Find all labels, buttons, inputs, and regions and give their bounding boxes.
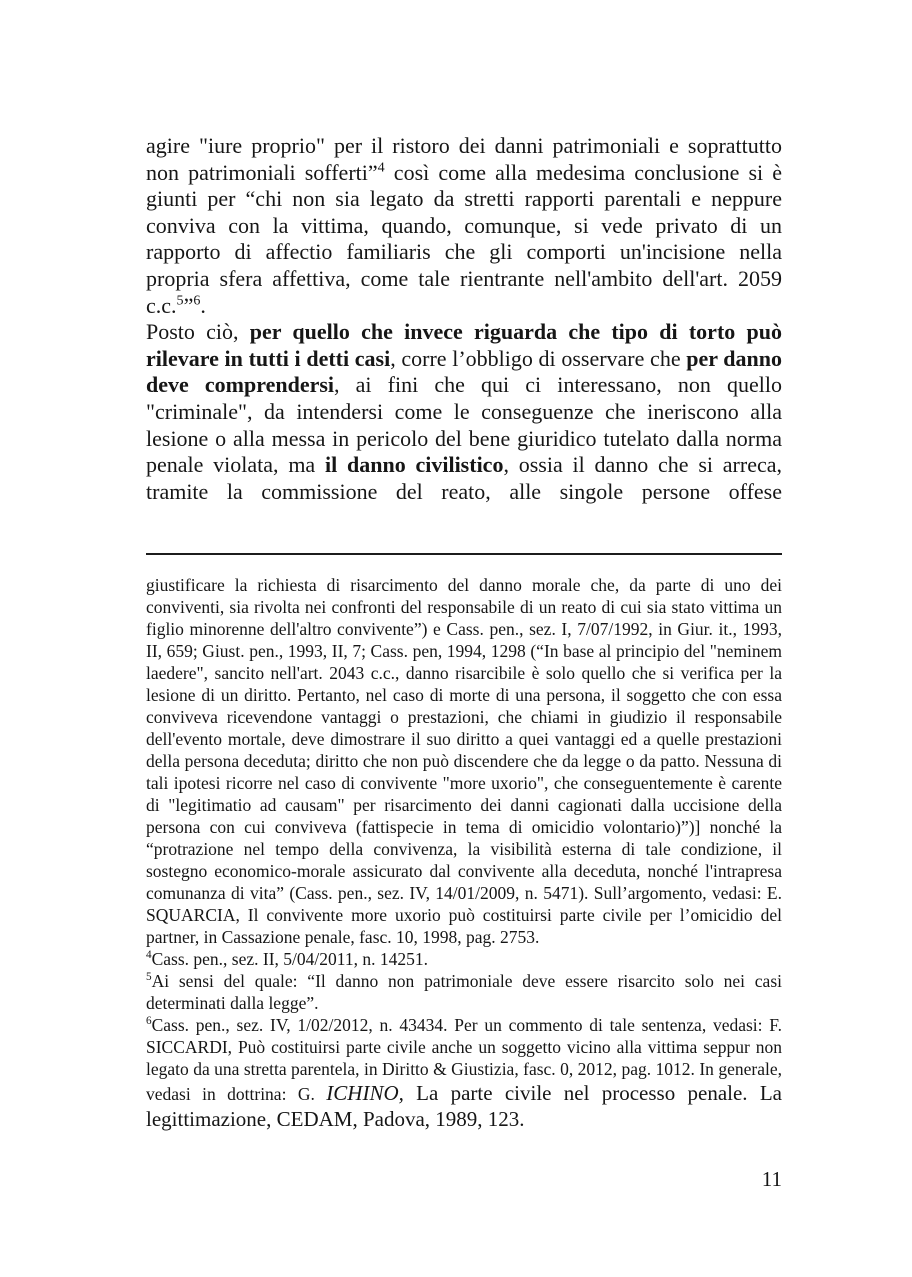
- text-segment: agire "iure proprio" per il ristoro dei danni patrimoniali e soprattutto non patrimoniali sofferti”: [146, 133, 782, 185]
- text-segment: Cass. pen., sez. IV, 1/02/2012, n. 43434. Per un commento di tale sentenza, vedasi: F. SICCARDI, Può costituirsi parte civile anche un soggetto vicino alla vittima seppur non legato da una stretta parentela, in Diritto & Giustizia, fasc. 0, 2012, pag. 1012. In generale, vedasi in dottrina: G.: [146, 1015, 782, 1105]
- text-segment: 4: [377, 159, 385, 176]
- text-segment: 5: [176, 292, 184, 309]
- footnote-5-marker: 5: [146, 971, 152, 984]
- footnote-continuation: [146, 574, 782, 948]
- footnote-separator-rule: [146, 553, 782, 555]
- footnote-4: [146, 948, 782, 970]
- footnote-5-text: [146, 971, 782, 1013]
- text-segment: , corre l’obbligo di osservare che: [390, 345, 687, 371]
- text-segment: così come alla medesima conclusione si è giunti per “chi non sia legato da stretti rapporti parentali e neppure conviva con la vittima, quando, comunque, si vede privato di un rapporto di affectio familiaris che gli comporti un'incisione nella propria sfera affettiva, come tale rientrante nell'ambito dell'art. 2059 c.c.: [146, 159, 783, 318]
- footnote-5: [146, 970, 782, 1014]
- page-number: 11: [761, 1167, 782, 1191]
- text-segment: per danno deve comprendersi: [146, 345, 783, 398]
- text-segment: 6: [193, 292, 201, 309]
- footnote-6-marker: 6: [146, 1015, 152, 1028]
- text-segment: giustificare la richiesta di risarcimento del danno morale che, da parte di uno dei conviventi, sia rivolta nei confronti del responsabile di un reato di cui sia stato vittima un figlio minorenne dell'altro convivente”) e Cass. pen., sez. I, 7/07/1992, in Giur. it., 1993, II, 659; Giust. pen., 1993, II, 7; Cass. pen, 1994, 1298 (“In base al principio del "neminem laedere", sancito nell'art. 2043 c.c., danno risarcibile è solo quello che si verifica per la lesione di un diritto. Pertanto, nel caso di morte di una persona, il soggetto che con essa conviveva ricevendone vantaggi o prestazioni, che chiami in giudizio il responsabile dell'evento mortale, deve dimostrare il suo diritto a quei vantaggi ed a quelle prestazioni della persona deceduta; diritto che non può discendere che da legge o da patto. Nessuna di tali ipotesi ricorre nel caso di convivente "more uxorio", che conseguentemente è carente di "legitimatio ad causam" per risarcimento dei danni cagionati dalla uccisione della persona con cui conviveva (fattispecie in tema di omicidio volontario)”)] nonché la “protrazione nel tempo della convivenza, la visibilità esterna di tale condizione, il sostegno economico-morale assicurato dal convivente alla deceduta, nonché l'intrapresa comunanza di vita” (Cass. pen., sez. IV, 14/01/2009, n. 5471). Sull’argomento, vedasi: E. SQUARCIA, Il convivente more uxorio può costituirsi parte civile per l’omicidio del partner, in Cassazione penale, fasc. 10, 1998, pag. 2753.: [146, 575, 782, 948]
- text-segment: La parte civile nel processo penale. La legittimazione, CEDAM, Padova, 1989, 123.: [146, 1081, 782, 1132]
- footnote-6: [146, 1014, 782, 1132]
- footnote-4-marker: 4: [146, 949, 152, 962]
- text-segment: il danno civilistico: [324, 452, 504, 478]
- body-text: [146, 133, 782, 505]
- text-segment: Cass. pen., sez. II, 5/04/2011, n. 14251.: [151, 949, 428, 970]
- body-paragraph-1: [146, 133, 782, 319]
- text-segment: , ossia il danno che si arreca, tramite la commissione del reato, alle singole persone offese: [146, 452, 783, 504]
- footnotes-section: [146, 574, 782, 1132]
- footnote-4-text: [152, 949, 428, 969]
- text-segment: ICHINO,: [326, 1081, 404, 1106]
- footnote-6-text: [146, 1015, 782, 1130]
- text-segment: , ai fini che qui ci interessano, non quello "criminale", da intendersi come le conseguenze che ineriscono alla lesione o alla messa in pericolo del bene giuridico tutelato dalla norma penale violata, ma: [146, 372, 782, 478]
- text-segment: Ai sensi del quale: “Il danno non patrimoniale deve essere risarcito solo nei casi determinati dalla legge”.: [146, 971, 782, 1014]
- page-text-column: [146, 133, 782, 1132]
- text-segment: Posto ciò,: [146, 319, 250, 345]
- text-segment: ”: [183, 292, 194, 318]
- text-segment: .: [200, 292, 206, 318]
- text-segment: per quello che invece riguarda che tipo di torto può rilevare in tutti i detti casi: [146, 319, 782, 371]
- body-paragraph-2: [146, 319, 782, 505]
